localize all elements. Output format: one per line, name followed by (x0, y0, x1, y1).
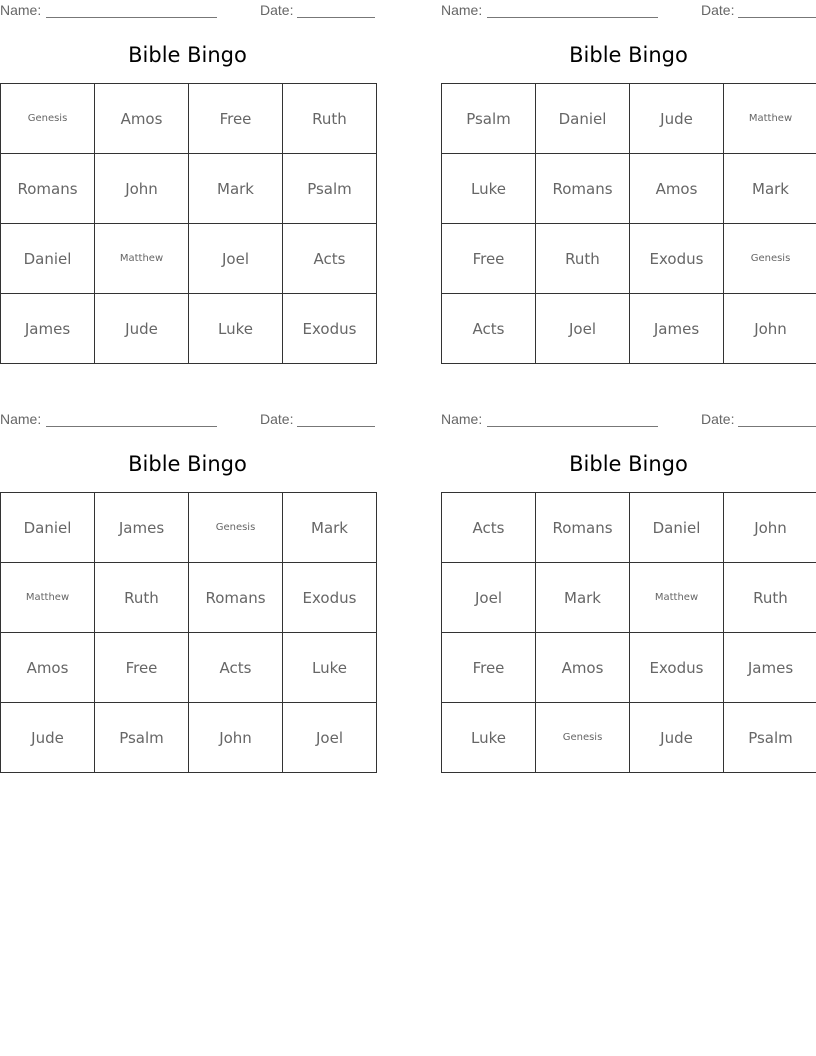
date-label: Date: (260, 2, 294, 18)
card-header (441, 411, 816, 429)
grid-row (442, 154, 816, 224)
date-blank-line (297, 17, 375, 18)
bingo-cell: Mark (536, 563, 630, 633)
bingo-cell: Romans (189, 563, 283, 633)
bingo-cell: Daniel (1, 224, 95, 294)
bingo-cell: Romans (1, 154, 95, 224)
bingo-cell: Acts (442, 294, 536, 364)
bingo-card-4 (441, 409, 816, 774)
bingo-cell: Mark (724, 154, 816, 224)
bingo-cell: Exodus (283, 294, 377, 364)
card-header (0, 2, 375, 20)
bingo-cell: Free (442, 224, 536, 294)
bingo-cell: Genesis (724, 224, 816, 294)
bingo-cell: Romans (536, 493, 630, 563)
date-label: Date: (701, 2, 735, 18)
name-blank-line (46, 17, 217, 18)
bingo-cell: Daniel (1, 493, 95, 563)
bingo-cell: Ruth (95, 563, 189, 633)
date-blank-line (738, 426, 816, 427)
grid-row (442, 224, 816, 294)
bingo-cell: Psalm (724, 703, 816, 773)
card-header (0, 411, 375, 429)
bingo-cell: Psalm (283, 154, 377, 224)
grid-row (1, 703, 377, 773)
bingo-card-3 (0, 409, 375, 774)
bingo-cell: Mark (283, 493, 377, 563)
bingo-cell: James (1, 294, 95, 364)
bingo-cell: Genesis (189, 493, 283, 563)
card-title: Bible Bingo (569, 43, 688, 67)
bingo-cell: Genesis (536, 703, 630, 773)
name-label: Name: (0, 411, 42, 427)
bingo-cell: Daniel (536, 84, 630, 154)
bingo-grid (0, 492, 377, 773)
bingo-cell: Jude (1, 703, 95, 773)
bingo-cell: Matthew (1, 563, 95, 633)
bingo-cell: Acts (283, 224, 377, 294)
grid-row (1, 563, 377, 633)
bingo-cell: Psalm (442, 84, 536, 154)
bingo-cell: Genesis (1, 84, 95, 154)
bingo-cell: Romans (536, 154, 630, 224)
bingo-cell: John (724, 294, 816, 364)
grid-row (1, 493, 377, 563)
date-blank-line (738, 17, 816, 18)
bingo-cell: Matthew (724, 84, 816, 154)
bingo-cell: Psalm (95, 703, 189, 773)
bingo-cell: Jude (630, 703, 724, 773)
card-title: Bible Bingo (569, 452, 688, 476)
date-label: Date: (701, 411, 735, 427)
grid-row (442, 563, 816, 633)
bingo-grid (441, 492, 816, 773)
bingo-cell: Luke (189, 294, 283, 364)
bingo-card-2 (441, 0, 816, 365)
bingo-cell: James (630, 294, 724, 364)
bingo-grid (0, 83, 377, 364)
bingo-cell: Mark (189, 154, 283, 224)
bingo-cell: James (95, 493, 189, 563)
bingo-cell: Ruth (724, 563, 816, 633)
bingo-cell: Matthew (630, 563, 724, 633)
bingo-cell: James (724, 633, 816, 703)
grid-row (442, 703, 816, 773)
bingo-cell: Ruth (536, 224, 630, 294)
bingo-cell: Amos (630, 154, 724, 224)
name-label: Name: (441, 2, 483, 18)
date-label: Date: (260, 411, 294, 427)
bingo-cell: Ruth (283, 84, 377, 154)
bingo-cell: Amos (95, 84, 189, 154)
date-blank-line (297, 426, 375, 427)
bingo-cell: Joel (283, 703, 377, 773)
bingo-cell: Jude (630, 84, 724, 154)
name-blank-line (46, 426, 217, 427)
bingo-cell: Free (95, 633, 189, 703)
grid-row (1, 224, 377, 294)
bingo-cell: Luke (283, 633, 377, 703)
bingo-cell: Joel (536, 294, 630, 364)
grid-row (442, 633, 816, 703)
bingo-cell: Acts (442, 493, 536, 563)
grid-row (442, 84, 816, 154)
card-title: Bible Bingo (128, 452, 247, 476)
bingo-card-1 (0, 0, 375, 365)
bingo-cell: Joel (442, 563, 536, 633)
bingo-cell: Luke (442, 703, 536, 773)
bingo-cell: Joel (189, 224, 283, 294)
grid-row (1, 84, 377, 154)
bingo-cell: John (724, 493, 816, 563)
grid-row (1, 294, 377, 364)
name-blank-line (487, 17, 658, 18)
bingo-cell: John (189, 703, 283, 773)
bingo-cell: Matthew (95, 224, 189, 294)
name-label: Name: (441, 411, 483, 427)
bingo-cell: Amos (1, 633, 95, 703)
grid-row (442, 493, 816, 563)
card-title: Bible Bingo (128, 43, 247, 67)
bingo-cell: Jude (95, 294, 189, 364)
bingo-cell: Acts (189, 633, 283, 703)
bingo-cell: John (95, 154, 189, 224)
bingo-cell: Exodus (630, 224, 724, 294)
grid-row (1, 633, 377, 703)
bingo-cell: Free (189, 84, 283, 154)
grid-row (1, 154, 377, 224)
bingo-cell: Exodus (283, 563, 377, 633)
card-header (441, 2, 816, 20)
bingo-cell: Amos (536, 633, 630, 703)
bingo-grid (441, 83, 816, 364)
name-label: Name: (0, 2, 42, 18)
bingo-cell: Daniel (630, 493, 724, 563)
bingo-cell: Exodus (630, 633, 724, 703)
bingo-cell: Luke (442, 154, 536, 224)
grid-row (442, 294, 816, 364)
bingo-cell: Free (442, 633, 536, 703)
name-blank-line (487, 426, 658, 427)
